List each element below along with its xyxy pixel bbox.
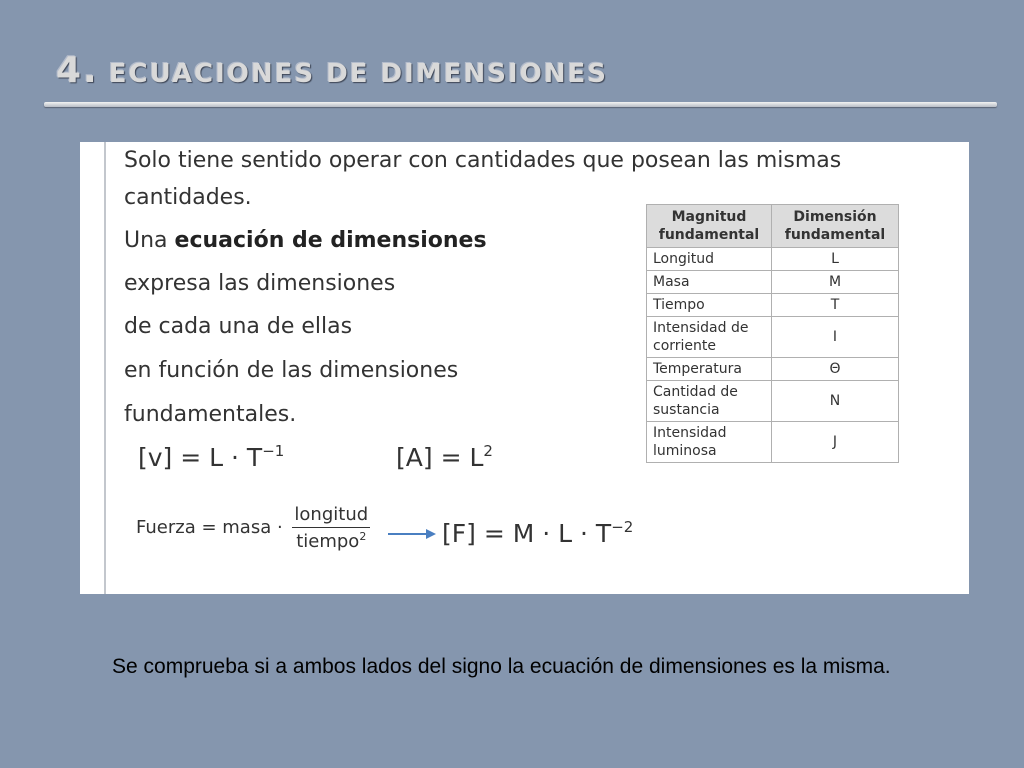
table-row <box>647 422 899 463</box>
dimension-cell: Θ <box>772 358 899 381</box>
title-text: ECUACIONES DE DIMENSIONES <box>108 59 608 89</box>
dimension-cell: N <box>772 381 899 422</box>
magnitude-cell: Cantidad de sustancia <box>647 381 772 422</box>
area-exponent: 2 <box>483 442 493 460</box>
text-line-6: en función de las dimensiones <box>124 358 459 383</box>
text-line-3-bold: ecuación de dimensiones <box>174 228 487 253</box>
magnitude-cell: Temperatura <box>647 358 772 381</box>
table-row <box>647 271 899 294</box>
force-fraction <box>292 504 370 552</box>
area-rhs: = L <box>440 443 484 472</box>
dimension-cell: L <box>772 248 899 271</box>
table-body <box>647 248 899 463</box>
card-divider <box>104 142 106 594</box>
dimension-cell: T <box>772 294 899 317</box>
force-result-exponent: −2 <box>611 518 634 536</box>
title-number: 4. <box>56 50 99 91</box>
content-card <box>80 142 969 594</box>
magnitude-cell: Longitud <box>647 248 772 271</box>
right-arrow-icon <box>388 527 436 541</box>
force-formula <box>136 504 370 552</box>
table-row <box>647 294 899 317</box>
dimension-cell: M <box>772 271 899 294</box>
force-numerator: longitud <box>292 504 370 528</box>
text-line-4: expresa las dimensiones <box>124 271 396 296</box>
table-row <box>647 248 899 271</box>
table-header-row <box>647 205 899 248</box>
force-result <box>442 518 633 548</box>
force-result-text: [F] = M · L · T <box>442 519 612 548</box>
text-line-7: fundamentales. <box>124 402 297 427</box>
text-line-3-prefix: Una <box>124 228 175 253</box>
force-lhs: Fuerza = masa · <box>136 517 283 538</box>
footer-text: Se comprueba si a ambos lados del signo la ecuación de dimensiones es la misma. <box>112 655 891 678</box>
velocity-rhs: = L · T <box>180 443 263 472</box>
table-row <box>647 317 899 358</box>
header-magnitude: Magnitud fundamental <box>647 205 772 248</box>
magnitude-cell: Masa <box>647 271 772 294</box>
table-row <box>647 381 899 422</box>
area-lhs: [A] <box>396 443 433 472</box>
magnitude-cell: Tiempo <box>647 294 772 317</box>
dimension-cell: J <box>772 422 899 463</box>
velocity-exponent: −1 <box>262 442 285 460</box>
title-underline <box>44 102 997 107</box>
text-line-2: cantidades. <box>124 185 252 210</box>
area-formula <box>396 442 493 472</box>
force-denominator-exponent: 2 <box>359 530 367 543</box>
header-dimension: Dimensión fundamental <box>772 205 899 248</box>
velocity-formula <box>138 442 284 472</box>
force-denominator-base: tiempo <box>296 531 360 552</box>
magnitude-cell: Intensidad luminosa <box>647 422 772 463</box>
text-line-5: de cada una de ellas <box>124 314 353 339</box>
table-row <box>647 358 899 381</box>
dimension-cell: I <box>772 317 899 358</box>
text-line-3 <box>124 228 487 254</box>
slide-title <box>56 50 608 91</box>
dimensions-table <box>646 204 899 463</box>
text-line-1: Solo tiene sentido operar con cantidades que posean las mismas <box>124 148 842 173</box>
magnitude-cell: Intensidad de corriente <box>647 317 772 358</box>
force-denominator <box>292 528 370 552</box>
velocity-lhs: [v] <box>138 443 173 472</box>
